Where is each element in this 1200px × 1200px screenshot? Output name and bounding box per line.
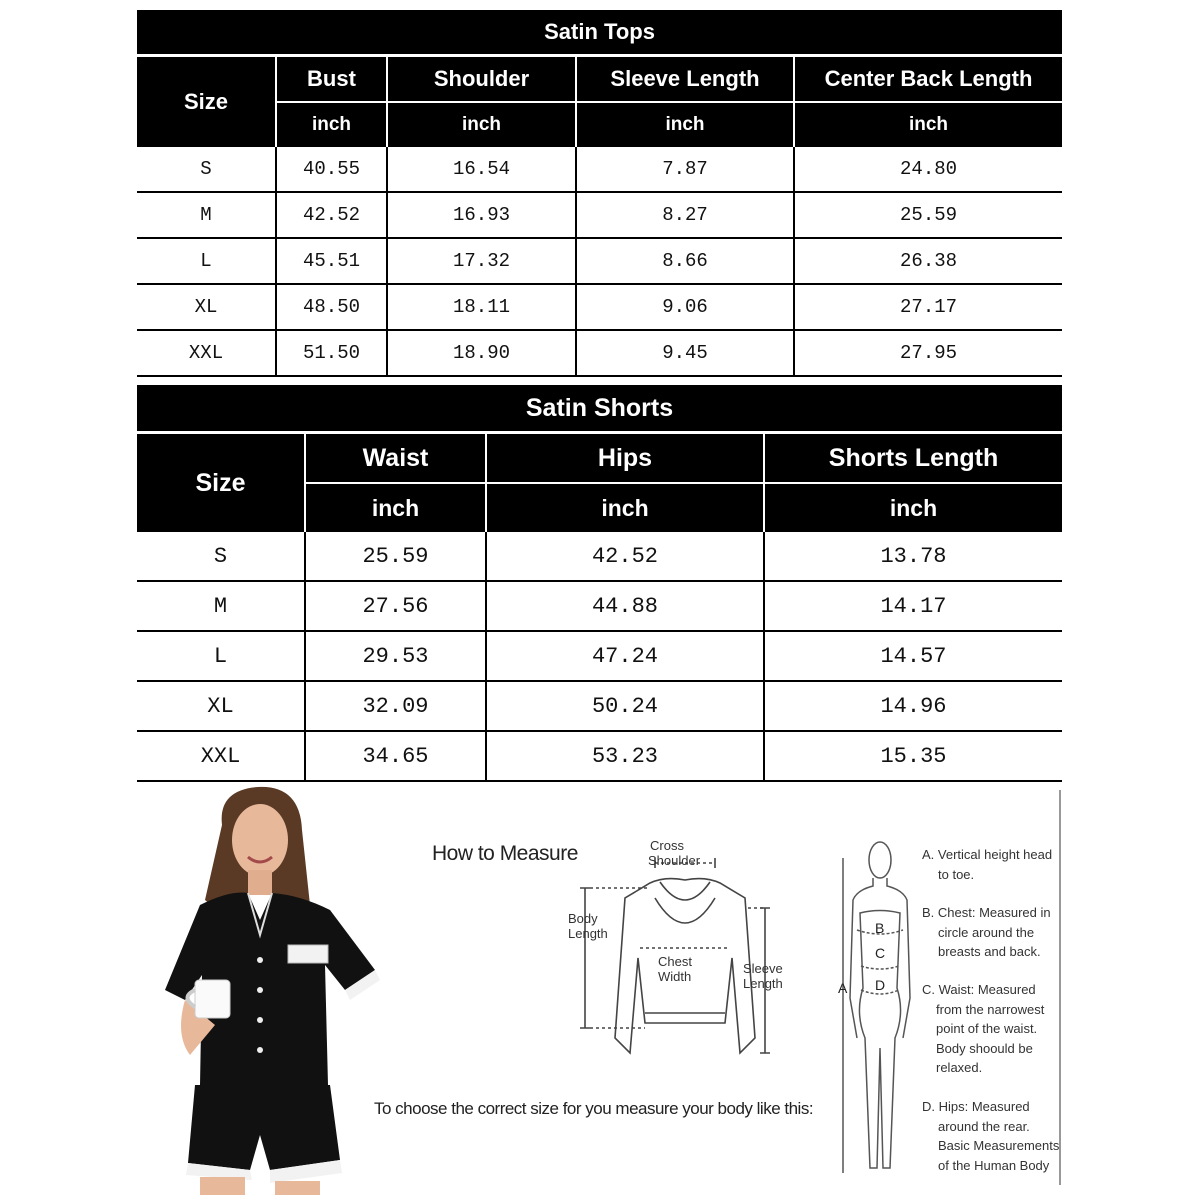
size-cell: S (137, 147, 276, 192)
table-row (137, 731, 1062, 781)
model-photo (160, 785, 385, 1195)
table-row (137, 631, 1062, 681)
size-cell: M (137, 192, 276, 238)
note-line: breasts and back. (938, 944, 1041, 959)
shorts-unit: inch (305, 483, 486, 532)
table-row (137, 147, 1062, 192)
value-cell: 25.59 (305, 532, 486, 581)
size-cell: M (137, 581, 305, 631)
choose-size-instruction: To choose the correct size for you measure your body like this: (374, 1099, 814, 1118)
value-cell: 18.11 (387, 284, 576, 330)
value-cell: 42.52 (276, 192, 387, 238)
value-cell: 34.65 (305, 731, 486, 781)
table-row (137, 532, 1062, 581)
table-row (137, 192, 1062, 238)
value-cell: 50.24 (486, 681, 764, 731)
chest-width-label: Chest (658, 954, 692, 969)
table-row (137, 330, 1062, 376)
tops-col-sleeve-length: Sleeve Length (576, 56, 794, 103)
shorts-size-header: Size (137, 433, 305, 533)
body-label-b: B (875, 920, 885, 936)
value-cell: 13.78 (764, 532, 1062, 581)
value-cell: 14.17 (764, 581, 1062, 631)
value-cell: 47.24 (486, 631, 764, 681)
tops-unit: inch (576, 102, 794, 147)
value-cell: 27.17 (794, 284, 1062, 330)
note-line: D. Hips: Measured (922, 1099, 1030, 1114)
value-cell: 16.54 (387, 147, 576, 192)
table-row (137, 284, 1062, 330)
note-line: of the Human Body (938, 1157, 1050, 1173)
value-cell: 9.06 (576, 284, 794, 330)
body-label-c: C (875, 945, 886, 961)
note-hips (922, 1097, 1062, 1175)
tops-title: Satin Tops (137, 10, 1062, 56)
value-cell: 18.90 (387, 330, 576, 376)
value-cell: 27.56 (305, 581, 486, 631)
value-cell: 45.51 (276, 238, 387, 284)
value-cell: 14.57 (764, 631, 1062, 681)
sleeve-length-label: Length (743, 976, 783, 991)
table-row (137, 581, 1062, 631)
value-cell: 29.53 (305, 631, 486, 681)
shorts-col-shorts-length: Shorts Length (764, 433, 1062, 484)
body-label-d: D (875, 977, 886, 993)
how-to-measure-title: How to Measure (432, 842, 578, 865)
chest-width-label: Width (658, 969, 692, 984)
note-line: Body shoould be (936, 1040, 1033, 1056)
value-cell: 51.50 (276, 330, 387, 376)
value-cell: 53.23 (486, 731, 764, 781)
tops-col-shoulder: Shoulder (387, 56, 576, 103)
value-cell: 26.38 (794, 238, 1062, 284)
tops-size-header: Size (137, 56, 276, 148)
value-cell: 8.27 (576, 192, 794, 238)
tops-unit: inch (387, 102, 576, 147)
value-cell: 40.55 (276, 147, 387, 192)
size-cell: XL (137, 681, 305, 731)
value-cell: 42.52 (486, 532, 764, 581)
shorts-col-waist: Waist (305, 433, 486, 484)
table-row (137, 238, 1062, 284)
note-line: point of the waist. (936, 1021, 1038, 1036)
note-chest (922, 903, 1062, 962)
value-cell: 32.09 (305, 681, 486, 731)
value-cell: 48.50 (276, 284, 387, 330)
note-line: from the narrowest (936, 1001, 1045, 1017)
note-line: A. Vertical height head (922, 847, 1053, 862)
value-cell: 44.88 (486, 581, 764, 631)
shorts-col-hips: Hips (486, 433, 764, 484)
shorts-unit: inch (764, 483, 1062, 532)
value-cell: 15.35 (764, 731, 1062, 781)
divider (1059, 790, 1061, 1185)
size-cell: XXL (137, 330, 276, 376)
note-line: around the rear. (938, 1118, 1030, 1134)
satin-shorts-table (137, 385, 1062, 782)
cross-shoulder-label: Cross (650, 838, 684, 853)
value-cell: 7.87 (576, 147, 794, 192)
size-cell: S (137, 532, 305, 581)
value-cell: 17.32 (387, 238, 576, 284)
shorts-title: Satin Shorts (137, 385, 1062, 433)
value-cell: 24.80 (794, 147, 1062, 192)
value-cell: 27.95 (794, 330, 1062, 376)
size-cell: L (137, 238, 276, 284)
note-line: B. Chest: Measured in (922, 905, 1051, 920)
shorts-unit: inch (486, 483, 764, 532)
note-waist (922, 980, 1062, 1078)
table-row (137, 681, 1062, 731)
tops-unit: inch (276, 102, 387, 147)
value-cell: 16.93 (387, 192, 576, 238)
cross-shoulder-label: Shoulder (648, 853, 701, 868)
size-cell: XXL (137, 731, 305, 781)
note-line: C. Waist: Measured (922, 982, 1036, 997)
note-line: Basic Measurements (938, 1138, 1060, 1153)
body-measure-diagram (835, 838, 925, 1183)
value-cell: 14.96 (764, 681, 1062, 731)
size-cell: L (137, 631, 305, 681)
body-length-label: Length (568, 926, 608, 941)
value-cell: 25.59 (794, 192, 1062, 238)
value-cell: 9.45 (576, 330, 794, 376)
note-line: relaxed. (936, 1060, 983, 1075)
garment-measure-diagram (560, 838, 810, 1068)
note-height (922, 845, 1062, 884)
note-line: circle around the (938, 924, 1035, 940)
value-cell: 8.66 (576, 238, 794, 284)
note-line: to toe. (938, 866, 975, 882)
size-cell: XL (137, 284, 276, 330)
body-label-a: A (838, 980, 848, 996)
tops-col-center-back-length: Center Back Length (794, 56, 1062, 103)
body-length-label: Body (568, 911, 598, 926)
tops-unit: inch (794, 102, 1062, 147)
tops-col-bust: Bust (276, 56, 387, 103)
satin-tops-table (137, 10, 1062, 377)
sleeve-length-label: Sleeve (743, 961, 783, 976)
